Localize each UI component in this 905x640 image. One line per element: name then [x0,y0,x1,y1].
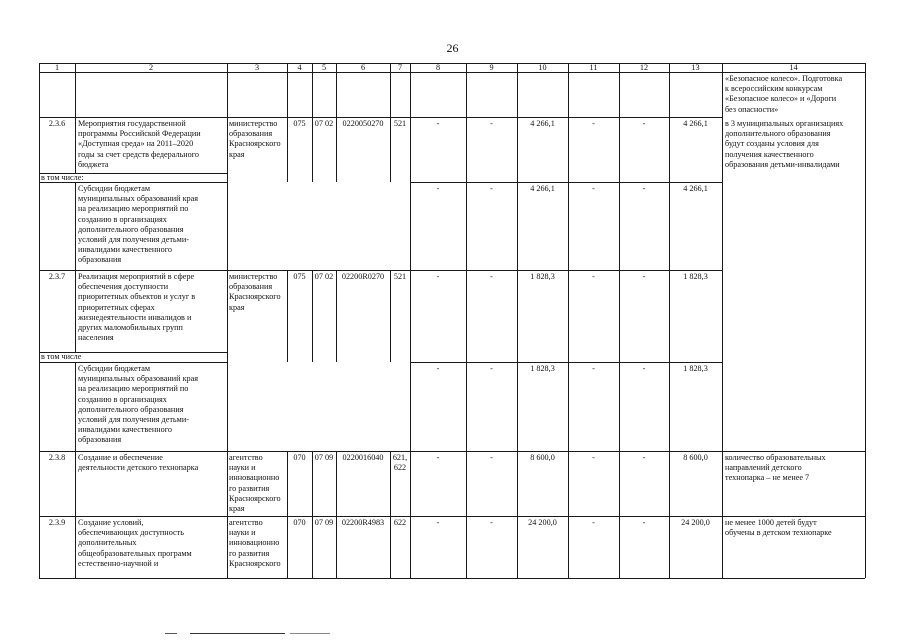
value-col-9: - [490,364,493,373]
measure-name: Реализация мероприятий в сфере обеспечения доступности приоритетных объектов и услуг в приоритетных сферах жизнедеятельности инвалидов и других маломобильных групп населения [78,272,196,343]
rzpr-code: 07 02 [314,119,334,128]
row-number: 2.3.9 [48,518,66,527]
value-col-13: 24 200,0 [681,518,710,527]
grbs-name: агентство науки и инновационно го развития Красноярского [229,518,281,568]
grbs-name: министерство образования Красноярского края [229,119,281,159]
value-col-10: 8 600,0 [530,453,555,462]
value-col-11: - [592,364,595,373]
value-col-11: - [592,184,595,193]
grbs-code: 075 [293,272,306,281]
value-col-11: - [592,453,595,462]
value-col-8: - [436,518,440,527]
value-col-11: - [592,272,595,281]
value-col-12: - [642,184,646,193]
value-col-13: 4 266,1 [683,184,708,193]
value-col-13: 8 600,0 [683,453,708,462]
grbs-name: агентство науки и инновационно го развития Красноярского края [229,453,281,514]
including-label: в том числе: [41,173,84,182]
value-col-10: 1 828,3 [530,364,555,373]
result-text: не менее 1000 детей будут обучены в детском технопарке [725,518,832,538]
value-col-10: 4 266,1 [530,184,555,193]
header-col-12: 12 [639,63,649,72]
measure-name: Создание условий, обеспечивающих доступность дополнительных общеобразовательных программ естественно-научной и [78,518,192,568]
vr-code: 622 [393,518,407,527]
vr-code: 521 [393,272,407,281]
header-col-13: 13 [691,63,700,72]
csr-code: 02200R4983 [341,518,385,527]
including-label: в том числе [41,352,82,361]
value-col-10: 4 266,1 [530,119,555,128]
grbs-code: 075 [293,119,306,128]
value-col-8: - [436,119,440,128]
subsidy-name: Субсидии бюджетам муниципальных образований края на реализацию мероприятий по созданию в организациях дополнительного образования условий для получения детьми- инвалидами качественного образования [78,184,199,265]
row-number: 2.3.8 [48,453,66,462]
measure-name: Мероприятия государственной программы Российской Федерации «Доступная среда» на 2011–2020 годы за счет средств федерального бюджета [78,119,201,169]
result-text: количество образовательных направлений детского технопарка – не менее 7 [725,453,826,483]
value-col-12: - [642,453,646,462]
page-number: 26 [446,41,459,55]
header-col-6: 6 [360,63,366,72]
header-col-2: 2 [148,63,154,72]
continued-result-text: «Безопасное колесо». Подготовка к всероссийским конкурсам «Безопасное колесо» и «Дороги без опасности» [725,74,843,114]
value-col-13: 1 828,3 [683,364,708,373]
header-col-4: 4 [297,63,302,72]
csr-code: 0220050270 [342,119,384,128]
header-col-5: 5 [321,63,327,72]
value-col-9: - [490,184,493,193]
rzpr-code: 07 02 [314,272,334,281]
grbs-name: министерство образования Красноярского края [229,272,281,312]
header-col-8: 8 [435,63,441,72]
result-text: в 3 муниципальных организациях дополнительного образования будут созданы условия для получения качественного образования детьми-инвалидами [725,119,844,169]
measure-name: Создание и обеспечение деятельности детского технопарка [78,453,199,473]
value-col-12: - [642,518,646,527]
header-col-9: 9 [489,63,494,72]
value-col-10: 1 828,3 [530,272,555,281]
value-col-12: - [642,119,646,128]
row-number: 2.3.7 [48,272,66,281]
value-col-13: 4 266,1 [683,119,708,128]
grbs-code: 070 [293,453,306,462]
csr-code: 02200R0270 [341,272,385,281]
rzpr-code: 07 09 [314,518,334,527]
rzpr-code: 07 09 [314,453,334,462]
value-col-13: 1 828,3 [683,272,708,281]
value-col-8: - [436,453,440,462]
subsidy-name: Субсидии бюджетам муниципальных образований края на реализацию мероприятий по созданию в организациях дополнительного образования условий для получения детьми- инвалидами качественного образования [78,364,199,445]
value-col-8: - [436,364,440,373]
value-col-12: - [642,364,646,373]
value-col-9: - [490,119,493,128]
value-col-11: - [592,119,595,128]
vr-code: 521 [393,119,407,128]
row-number: 2.3.6 [48,119,66,128]
csr-code: 0220016040 [342,453,384,462]
value-col-10: 24 200,0 [528,518,557,527]
value-col-9: - [490,272,493,281]
header-col-14: 14 [789,63,798,72]
value-col-8: - [436,272,440,281]
value-col-11: - [592,518,595,527]
vr-code: 621, 622 [392,453,408,473]
value-col-9: - [490,518,493,527]
grbs-code: 070 [293,518,306,527]
header-col-3: 3 [254,63,260,72]
value-col-12: - [642,272,646,281]
header-col-1: 1 [54,63,60,72]
header-col-10: 10 [538,63,547,72]
header-col-7: 7 [397,63,403,72]
value-col-8: - [436,184,440,193]
header-col-11: 11 [589,63,598,72]
value-col-9: - [490,453,493,462]
